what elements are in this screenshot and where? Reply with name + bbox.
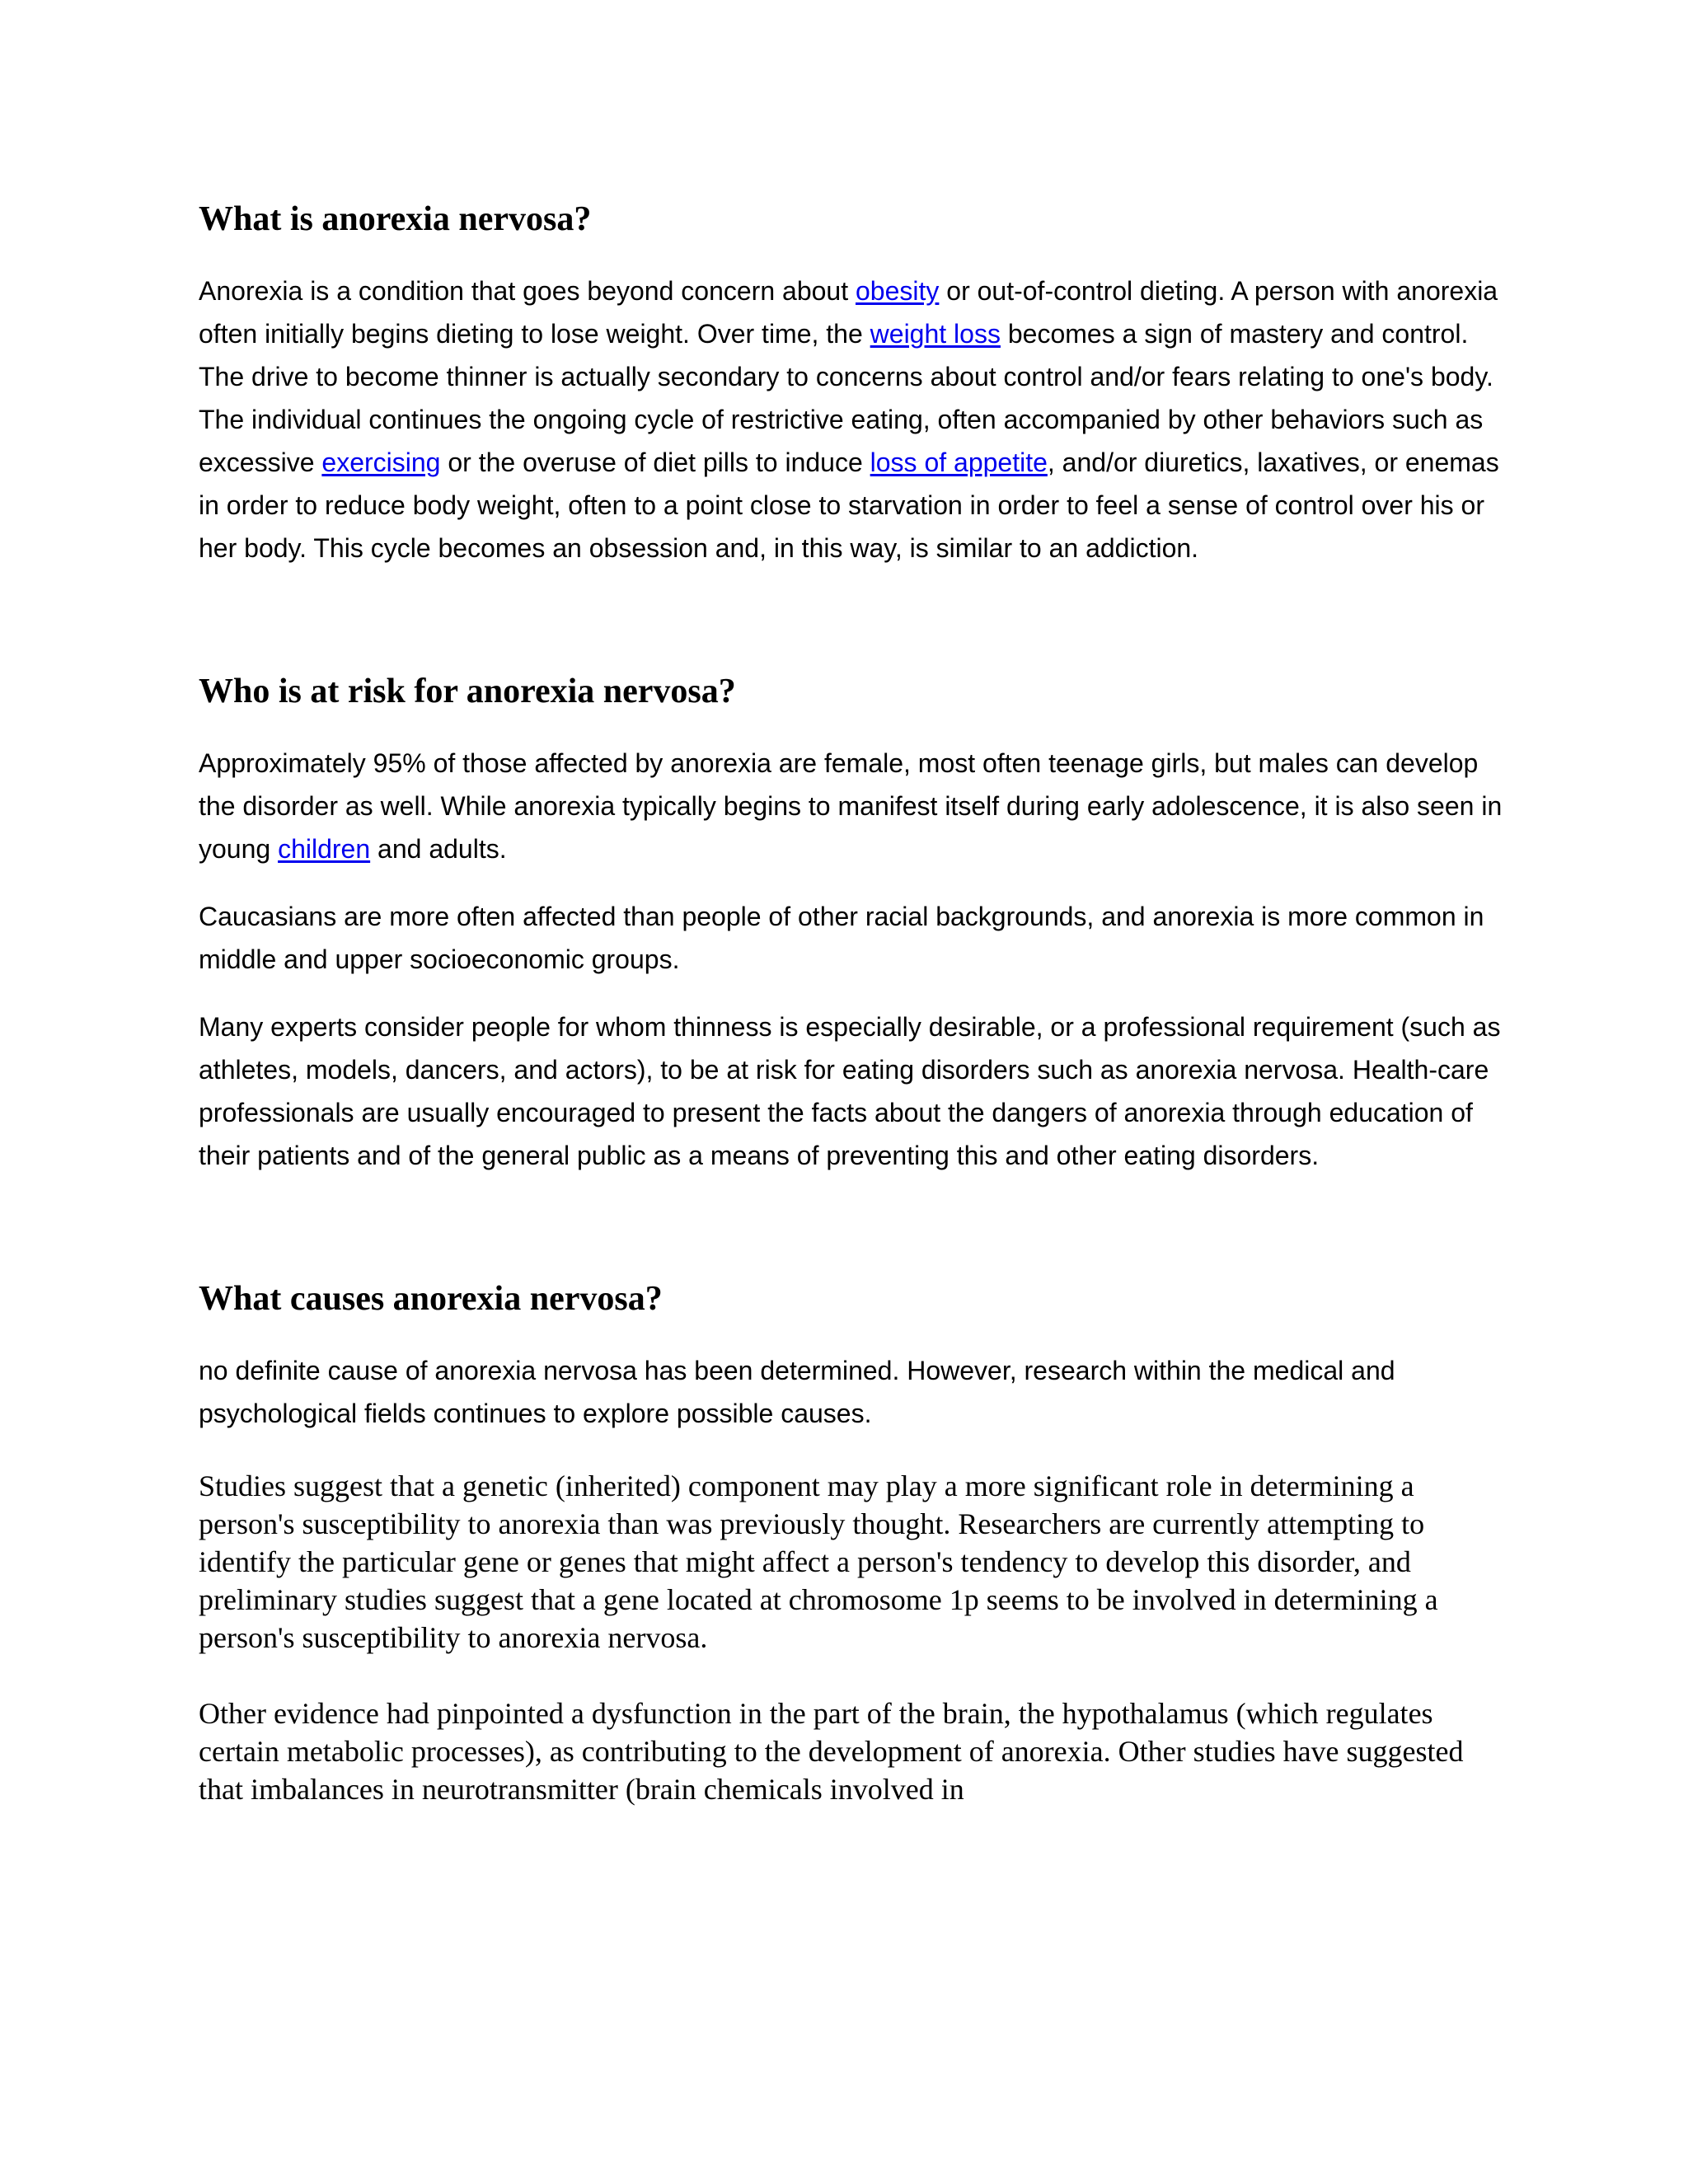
heading-what-causes: What causes anorexia nervosa? [199, 1280, 663, 1318]
paragraph-risk-demographics [199, 742, 1505, 870]
text-run: Approximately 95% of those affected by anorexia are female, most often teenage girls, but males can develop the disorder as well. While anorexia typically begins to manifest itself during early adolescence, it is also seen in young [199, 748, 1503, 864]
text-run: Anorexia is a condition that goes beyond concern about [199, 276, 856, 306]
text-run: and adults. [370, 834, 507, 864]
text-run: or the overuse of diet pills to induce [440, 448, 870, 477]
paragraph-risk-professions: Many experts consider people for whom thinness is especially desirable, or a professional requirement (such as athletes, models, dancers, and actors), to be at risk for eating disorders such as anorexia nervosa. Health-care professionals are usually encouraged to present the facts about the dangers of anorexia through education of their patients and of the general public as a means of preventing this and other eating disorders. [199, 1012, 1501, 1170]
paragraph-causes-brain: Other evidence had pinpointed a dysfunction in the part of the brain, the hypothalamus (which regulates certain metabolic processes), as contributing to the development of anorexia. Other studies have suggested that imbalances in neurotransmitter (brain chemicals involved in [199, 1697, 1464, 1806]
link-weight-loss[interactable]: weight loss [870, 319, 1001, 349]
link-obesity[interactable]: obesity [855, 276, 940, 306]
text-run: , and/or diuretics, laxatives, or enemas in order to reduce body weight, often to a point close to starvation in order to feel a sense of control over his or her body. This cycle becomes an obsession and, in this way, is similar to an addiction. [199, 448, 1499, 563]
heading-who-is-at-risk: Who is at risk for anorexia nervosa? [199, 673, 736, 710]
text-run: or out-of-control dieting. A person with anorexia often initially begins dieting to lose weight. Over time, the [199, 276, 1498, 349]
article-body [199, 196, 1505, 1808]
link-exercising[interactable]: exercising [321, 448, 441, 477]
paragraph-causes-intro: no definite cause of anorexia nervosa has been determined. However, research within the medical and psychological fields continues to explore possible causes. [199, 1356, 1395, 1428]
link-children[interactable]: children [278, 834, 371, 864]
paragraph-causes-genetic: Studies suggest that a genetic (inherited) component may play a more significant role in determining a person's susceptibility to anorexia than was previously thought. Researchers are currently attempting to identify the particular gene or genes that might affect a person's tendency to develop this disorder, and preliminary studies suggest that a gene located at chromosome 1p seems to be involved in determining a person's susceptibility to anorexia nervosa. [199, 1469, 1438, 1654]
paragraph-risk-groups: Caucasians are more often affected than people of other racial backgrounds, and anorexia is more common in middle and upper socioeconomic groups. [199, 902, 1484, 974]
paragraph-what-is-anorexia [199, 269, 1505, 569]
heading-what-is-anorexia: What is anorexia nervosa? [199, 200, 592, 238]
text-run: becomes a sign of mastery and control. The drive to become thinner is actually secondary to concerns about control and/or fears relating to one's body. The individual continues the ongoing cycle of restrictive eating, often accompanied by other behaviors such as excessive [199, 319, 1493, 477]
link-loss-of-appetite[interactable]: loss of appetite [870, 448, 1048, 477]
